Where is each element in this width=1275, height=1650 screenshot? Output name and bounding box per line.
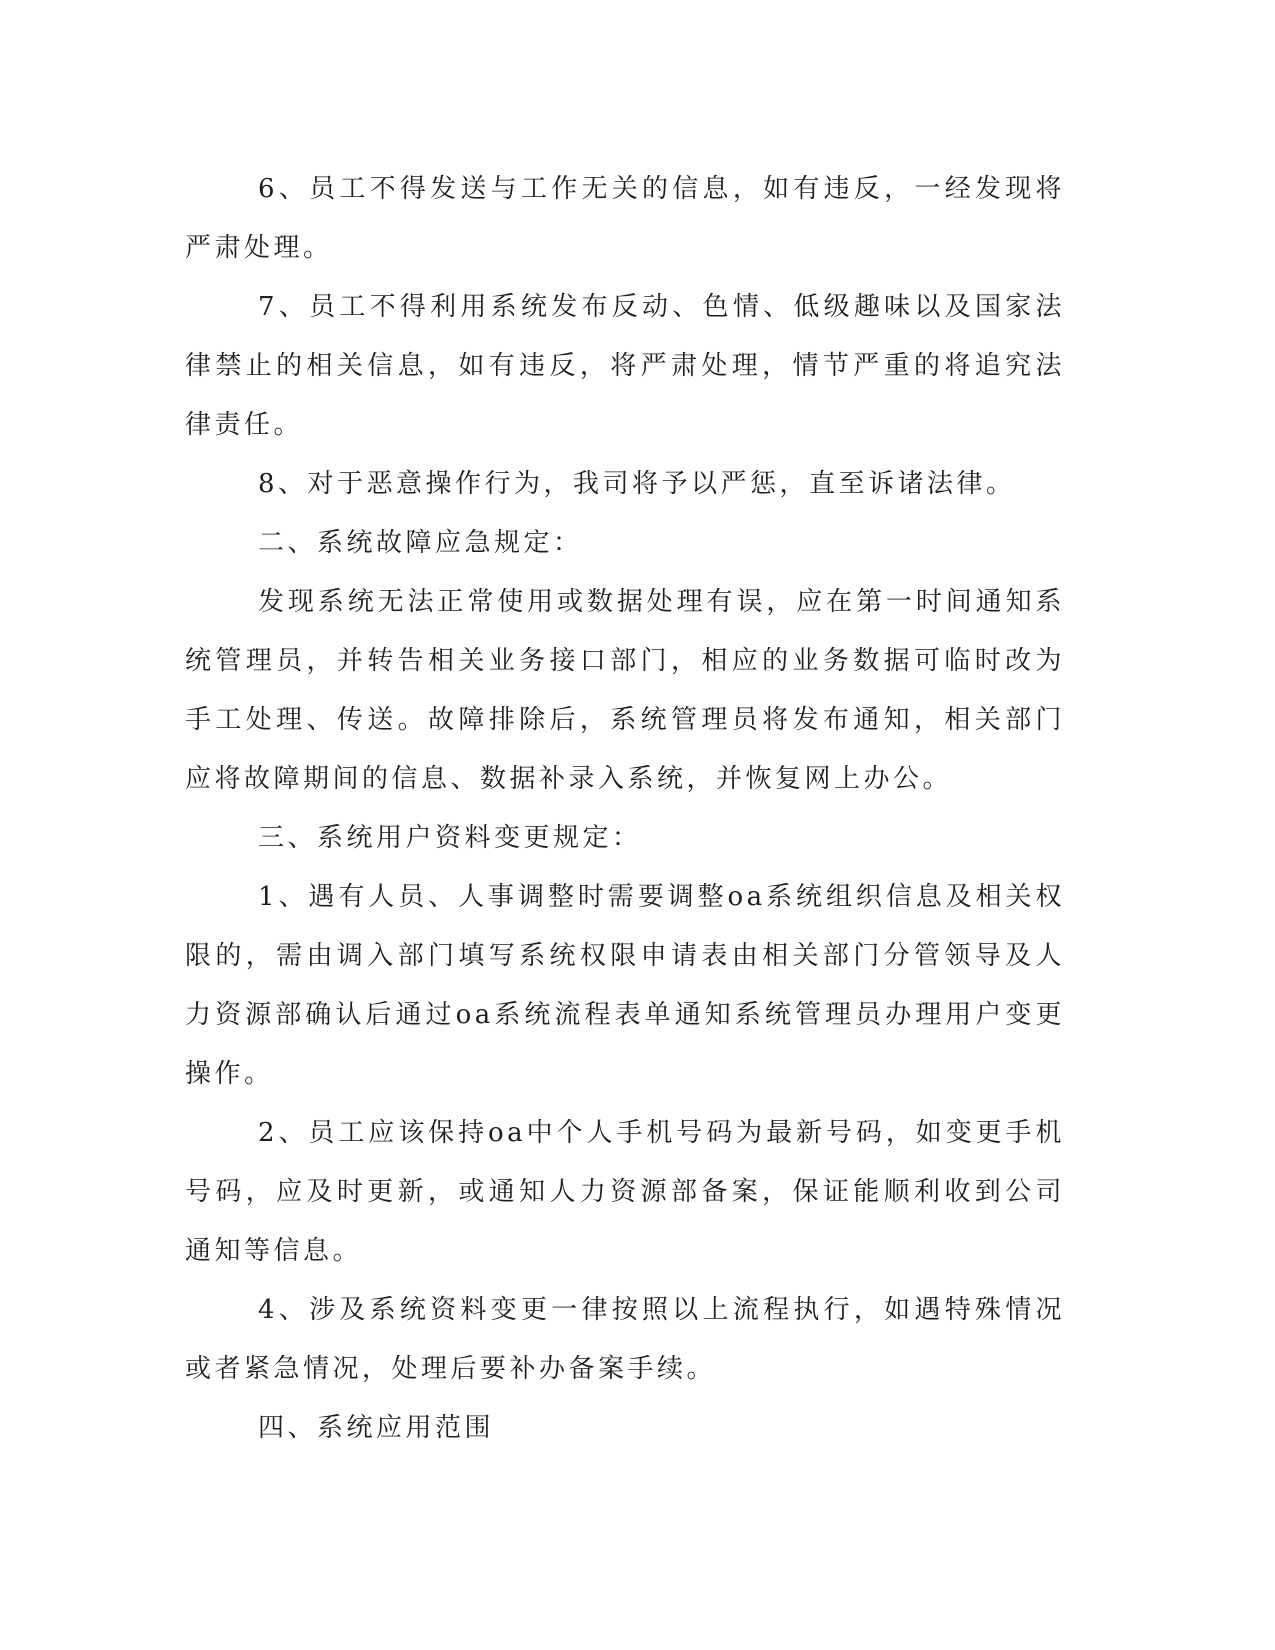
paragraph-item-2: 2、员工应该保持oa中个人手机号码为最新号码，如变更手机号码，应及时更新，或通知人力资源部备案，保证能顺利收到公司通知等信息。 bbox=[185, 1118, 1065, 1266]
section-heading-fault-emergency: 二、系统故障应急规定： bbox=[258, 528, 583, 558]
paragraph-item-7: 7、员工不得利用系统发布反动、色情、低级趣味以及国家法律禁止的相关信息，如有违反，将严肃处理，情节严重的将追究法律责任。 bbox=[185, 292, 1065, 440]
paragraph-item-1: 1、遇有人员、人事调整时需要调整oa系统组织信息及相关权限的，需由调入部门填写系统权限申请表由相关部门分管领导及人力资源部确认后通过oa系统流程表单通知系统管理员办理用户变更操作。 bbox=[185, 882, 1065, 1089]
paragraph-item-8: 8、对于恶意操作行为，我司将予以严惩，直至诉诸法律。 bbox=[258, 469, 1016, 499]
paragraph-item-4: 4、涉及系统资料变更一律按照以上流程执行，如遇特殊情况或者紧急情况，处理后要补办备案手续。 bbox=[185, 1295, 1065, 1384]
section-heading-user-data-change: 三、系统用户资料变更规定： bbox=[258, 823, 642, 853]
paragraph-item-6: 6、员工不得发送与工作无关的信息，如有违反，一经发现将严肃处理。 bbox=[185, 174, 1065, 263]
document-body bbox=[185, 160, 1065, 1458]
section-heading-application-scope: 四、系统应用范围 bbox=[258, 1413, 495, 1443]
paragraph-fault-emergency: 发现系统无法正常使用或数据处理有误，应在第一时间通知系统管理员，并转告相关业务接口部门，相应的业务数据可临时改为手工处理、传送。故障排除后，系统管理员将发布通知，相关部门应将故障期间的信息、数据补录入系统，并恢复网上办公。 bbox=[185, 587, 1065, 794]
